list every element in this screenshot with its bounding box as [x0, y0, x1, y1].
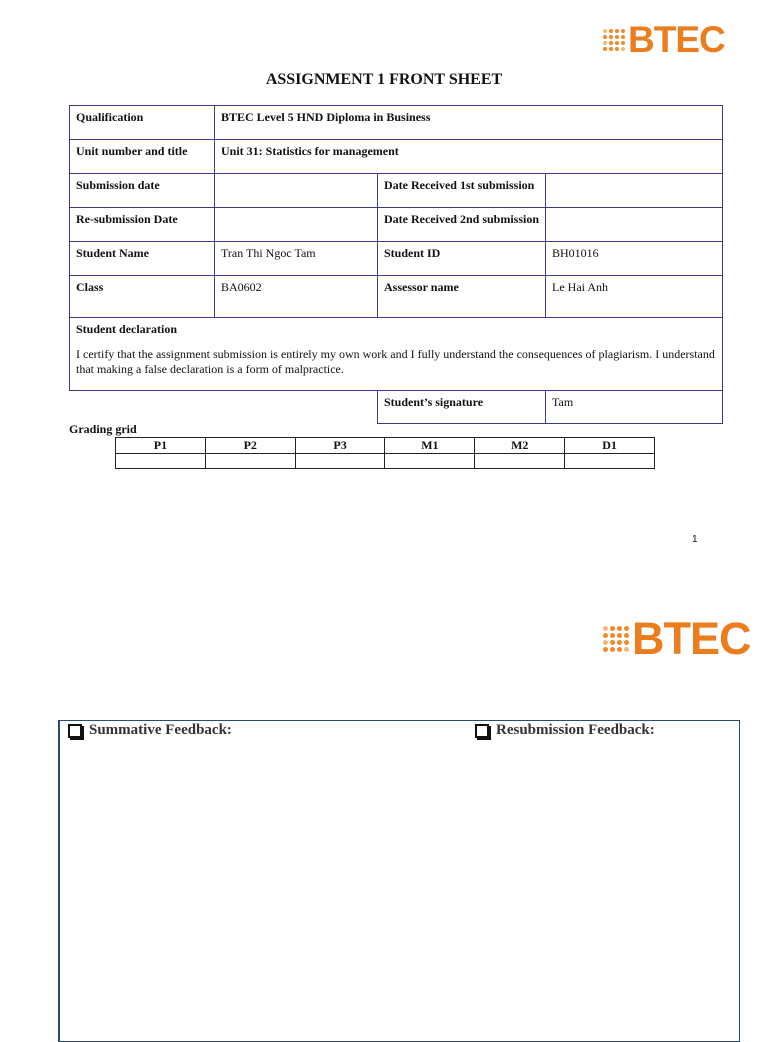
table-row [70, 208, 723, 242]
logo-dots-icon [603, 626, 629, 652]
student-id-field[interactable]: BH01016 [546, 242, 723, 276]
grade-header: M1 [385, 438, 475, 454]
grade-cell-p3[interactable] [295, 454, 385, 469]
logo-text: BTEC [628, 19, 725, 60]
assessor-label: Assessor name [378, 276, 546, 318]
page-number: 1 [692, 534, 698, 545]
unit-value: Unit 31: Statistics for management [215, 140, 723, 174]
grade-cell-m2[interactable] [475, 454, 565, 469]
grade-cell-p1[interactable] [116, 454, 206, 469]
front-sheet-table [69, 105, 723, 424]
declaration-title: Student declaration [76, 322, 178, 336]
table-row [70, 242, 723, 276]
resubmission-date-label: Re-submission Date [70, 208, 215, 242]
logo-dots-icon [603, 29, 625, 51]
grade-cell-p2[interactable] [205, 454, 295, 469]
resubmission-feedback-label: Resubmission Feedback: [496, 722, 655, 738]
grade-cell-m1[interactable] [385, 454, 475, 469]
grade-cell-d1[interactable] [565, 454, 655, 469]
checkbox-icon[interactable] [68, 724, 82, 738]
student-id-label: Student ID [378, 242, 546, 276]
grading-grid [115, 437, 655, 469]
btec-logo [603, 614, 751, 664]
grading-grid-label: Grading grid [69, 422, 137, 436]
table-row [70, 276, 723, 318]
table-row [70, 318, 723, 391]
student-name-field[interactable]: Tran Thi Ngoc Tam [215, 242, 378, 276]
qualification-label: Qualification [70, 106, 215, 140]
summative-feedback-item[interactable] [68, 722, 232, 739]
feedback-box [58, 720, 740, 1042]
btec-logo [603, 20, 725, 60]
grade-header: M2 [475, 438, 565, 454]
date-received-1-label: Date Received 1st submission [378, 174, 546, 208]
grade-header: P3 [295, 438, 385, 454]
submission-date-field[interactable] [215, 174, 378, 208]
declaration-cell [70, 318, 723, 391]
student-name-label: Student Name [70, 242, 215, 276]
unit-label: Unit number and title [70, 140, 215, 174]
grade-header: P1 [116, 438, 206, 454]
logo-text: BTEC [632, 613, 751, 664]
resubmission-date-field[interactable] [215, 208, 378, 242]
table-row [70, 106, 723, 140]
grading-header-row [116, 438, 655, 454]
blank-cell [70, 391, 378, 424]
date-received-2-label: Date Received 2nd submission [378, 208, 546, 242]
resubmission-feedback-item[interactable] [475, 722, 655, 739]
page-title: ASSIGNMENT 1 FRONT SHEET [265, 71, 503, 88]
qualification-value: BTEC Level 5 HND Diploma in Business [215, 106, 723, 140]
grading-value-row [116, 454, 655, 469]
class-field[interactable]: BA0602 [215, 276, 378, 318]
grade-header: P2 [205, 438, 295, 454]
table-row [70, 140, 723, 174]
table-row [70, 174, 723, 208]
submission-date-label: Submission date [70, 174, 215, 208]
assessor-field[interactable]: Le Hai Anh [546, 276, 723, 318]
table-row [70, 391, 723, 424]
signature-label: Student’s signature [378, 391, 546, 424]
summative-feedback-label: Summative Feedback: [89, 722, 232, 738]
checkbox-icon[interactable] [475, 724, 489, 738]
date-received-1-field[interactable] [546, 174, 723, 208]
class-label: Class [70, 276, 215, 318]
declaration-text: I certify that the assignment submission is entirely my own work and I fully understand the consequences of plagiarism. I understand that making a false declaration is a form of malpractice. [76, 347, 715, 376]
date-received-2-field[interactable] [546, 208, 723, 242]
signature-field[interactable]: Tam [546, 391, 723, 424]
grade-header: D1 [565, 438, 655, 454]
